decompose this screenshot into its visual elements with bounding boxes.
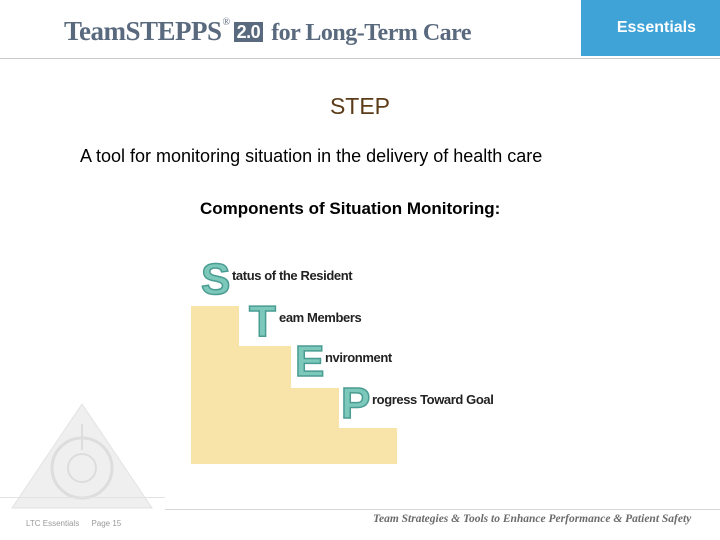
footer-divider <box>165 509 720 510</box>
footer-page-number: Page 15 <box>91 519 122 528</box>
footer-left-divider <box>0 497 165 498</box>
step-item-label: rogress Toward Goal <box>372 392 494 407</box>
version-badge: 2.0 <box>234 22 264 42</box>
slide-header <box>0 0 720 59</box>
step-diagram <box>189 254 509 466</box>
footer-course-label: LTC Essentials <box>26 519 80 528</box>
step-item-label: tatus of the Resident <box>232 268 353 283</box>
brand-name: TeamSTEPPS <box>64 16 222 46</box>
essentials-badge: Essentials <box>581 0 720 56</box>
step-letter: T <box>249 297 276 346</box>
footer-left <box>26 519 131 528</box>
slide-title: STEP <box>329 93 391 119</box>
step-letter: S <box>201 255 231 304</box>
step-item-label: eam Members <box>279 310 362 325</box>
step-item-label: nvironment <box>325 350 392 365</box>
footer-tagline: Team Strategies & Tools to Enhance Performance & Patient Safety <box>373 513 692 525</box>
teamstepps-logo <box>64 18 471 45</box>
registered-mark: ® <box>222 17 230 28</box>
brand-suffix: for Long-Term Care <box>271 20 472 46</box>
step-letter: E <box>295 337 325 386</box>
slide-subtitle: A tool for monitoring situation in the delivery of health care <box>80 146 543 166</box>
teamstepps-watermark-icon <box>10 400 155 512</box>
step-letter: P <box>341 379 371 428</box>
step-item-p <box>341 379 493 428</box>
step-item-s <box>201 255 353 304</box>
components-heading: Components of Situation Monitoring: <box>200 199 501 218</box>
